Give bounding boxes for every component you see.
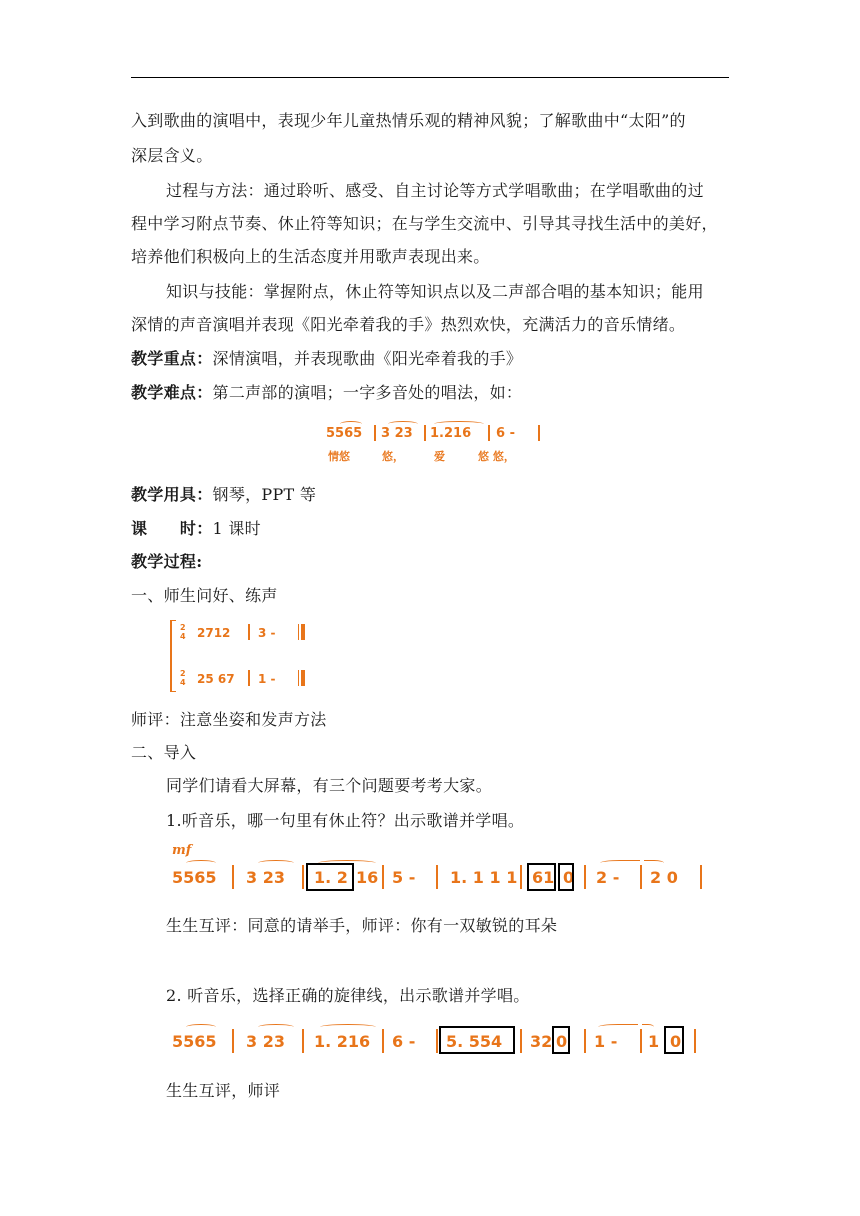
key-point-line [131, 348, 522, 370]
measure-1: 5565 [172, 868, 217, 887]
section-heading-1: 一、师生问好、练声 [131, 586, 278, 605]
measure-6b: 0 [556, 1032, 568, 1051]
barline [584, 1029, 586, 1053]
measure-8a: 1 [648, 1032, 660, 1051]
question-1: 1.听音乐，哪一句里有休止符？出示歌谱并学唱。 [166, 811, 525, 830]
key-point-text: 深情演唱，并表现歌曲《阳光牵着我的手》 [212, 349, 523, 368]
barline [520, 865, 522, 889]
highlight-box [558, 863, 574, 891]
measure-8: 2 0 [650, 868, 678, 887]
highlight-box [527, 863, 556, 891]
paragraph-line: 深情的声音演唱并表现《阳光牵着我的手》热烈欢快，充满活力的音乐情绪。 [131, 315, 686, 334]
barline [640, 1029, 642, 1053]
tie [598, 1024, 638, 1030]
slur [434, 421, 484, 427]
score-example-3 [170, 843, 710, 893]
highlight-box [552, 1026, 570, 1054]
slur [258, 860, 294, 866]
barline [232, 1029, 234, 1053]
dynamic-marking: mf [172, 843, 192, 858]
barline [374, 425, 376, 441]
duration-label: 课 时： [131, 519, 213, 538]
barline [248, 624, 250, 640]
measure-4: 5 - [392, 868, 416, 887]
tie [642, 1024, 654, 1030]
measure-4: 6 - [392, 1032, 416, 1051]
slur [186, 1024, 216, 1030]
final-barline [301, 624, 305, 640]
highlight-box [306, 863, 354, 891]
measure-7: 1 - [594, 1032, 618, 1051]
final-barline [301, 670, 305, 686]
tie [600, 860, 640, 866]
difficulty-label: 教学难点： [131, 383, 213, 402]
peer-comment-2: 生生互评，师评 [166, 1081, 281, 1100]
teacher-comment: 师评：注意坐姿和发声方法 [131, 710, 327, 729]
tie [644, 860, 664, 866]
lower-measure-2: 1 - [258, 672, 276, 686]
tools-text: 钢琴，PPT 等 [212, 485, 317, 504]
barline [584, 865, 586, 889]
slur [320, 1024, 376, 1030]
score-example-1 [326, 420, 546, 470]
barline [694, 1029, 696, 1053]
barline [248, 670, 250, 686]
measure-3b: 16 [356, 868, 379, 887]
measure-1: 5565 [326, 426, 363, 441]
upper-measure-2: 3 - [258, 626, 276, 640]
paragraph-line: 深层含义。 [131, 146, 213, 165]
measure-2: 3 23 [381, 426, 413, 441]
paragraph-line: 过程与方法：通过聆听、感受、自主讨论等方式学唱歌曲；在学唱歌曲的过 [166, 181, 704, 200]
header-rule [131, 77, 729, 78]
system-bracket [170, 620, 176, 692]
slur [318, 860, 376, 866]
barline [436, 865, 438, 889]
measure-8b: 0 [670, 1032, 682, 1051]
measure-3: 1.216 [430, 426, 472, 441]
barline [232, 865, 234, 889]
slur [186, 860, 216, 866]
lyric: 悠 悠， [478, 450, 515, 463]
score-example-4 [170, 1022, 710, 1062]
barline [538, 425, 540, 441]
barline [700, 865, 702, 889]
peer-comment-1: 生生互评：同意的请举手，师评：你有一双敏锐的耳朵 [166, 916, 558, 935]
highlight-box [439, 1026, 515, 1054]
key-point-label: 教学重点： [131, 349, 213, 368]
lyric: 爱 [434, 450, 445, 463]
paragraph-line: 程中学习附点节奏、休止符等知识；在与学生交流中、引导其寻找生活中的美好， [131, 214, 718, 233]
measure-5: 5. 554 [446, 1032, 503, 1051]
time-signature-bottom: 4 [180, 678, 186, 687]
measure-2: 3 23 [246, 1032, 285, 1051]
highlight-box [664, 1026, 684, 1054]
barline [382, 1029, 384, 1053]
measure-3: 1. 216 [314, 1032, 371, 1051]
lyric: 悠， [382, 450, 404, 463]
difficulty-line [131, 382, 522, 404]
barline [382, 865, 384, 889]
barline [436, 1029, 438, 1053]
measure-6b: 0 [563, 868, 575, 887]
measure-7: 2 - [596, 868, 620, 887]
lyric: 情悠 [328, 450, 350, 463]
barline [520, 1029, 522, 1053]
duration-line [131, 518, 261, 540]
paragraph-line: 知识与技能：掌握附点，休止符等知识点以及二声部合唱的基本知识；能用 [166, 282, 704, 301]
barline [640, 865, 642, 889]
lower-measure-1: 25 67 [197, 672, 235, 686]
section-heading-2: 二、导入 [131, 743, 197, 762]
measure-6a: 32 [530, 1032, 553, 1051]
difficulty-text: 第二声部的演唱；一字多音处的唱法，如： [212, 383, 523, 402]
duration-text: 1 课时 [212, 519, 261, 538]
paragraph-line: 同学们请看大屏幕，有三个问题要考考大家。 [166, 776, 493, 795]
measure-4: 6 - [496, 426, 515, 441]
barline [302, 1029, 304, 1053]
barline [302, 865, 304, 889]
barline [298, 624, 299, 640]
time-signature-top: 2 [180, 669, 186, 678]
question-2: 2. 听音乐，选择正确的旋律线，出示歌谱并学唱。 [166, 986, 530, 1005]
slur [388, 421, 418, 427]
measure-6a: 61 [532, 868, 555, 887]
measure-3a: 1. 2 [314, 868, 348, 887]
paragraph-line: 入到歌曲的演唱中，表现少年儿童热情乐观的精神风貌；了解歌曲中“太阳”的 [131, 111, 686, 130]
barline [424, 425, 426, 441]
time-signature-bottom: 4 [180, 632, 186, 641]
barline [298, 670, 299, 686]
tools-line [131, 484, 316, 506]
paragraph-line: 培养他们积极向上的生活态度并用歌声表现出来。 [131, 247, 490, 266]
upper-measure-1: 2712 [197, 626, 231, 640]
measure-1: 5565 [172, 1032, 217, 1051]
measure-5: 1. 1 1 1 [450, 868, 518, 887]
measure-2: 3 23 [246, 868, 285, 887]
barline [488, 425, 490, 441]
score-example-2 [170, 620, 310, 692]
slur [258, 1024, 294, 1030]
tools-label: 教学用具： [131, 485, 213, 504]
slur [340, 421, 362, 427]
time-signature-top: 2 [180, 623, 186, 632]
process-heading: 教学过程: [131, 552, 203, 571]
